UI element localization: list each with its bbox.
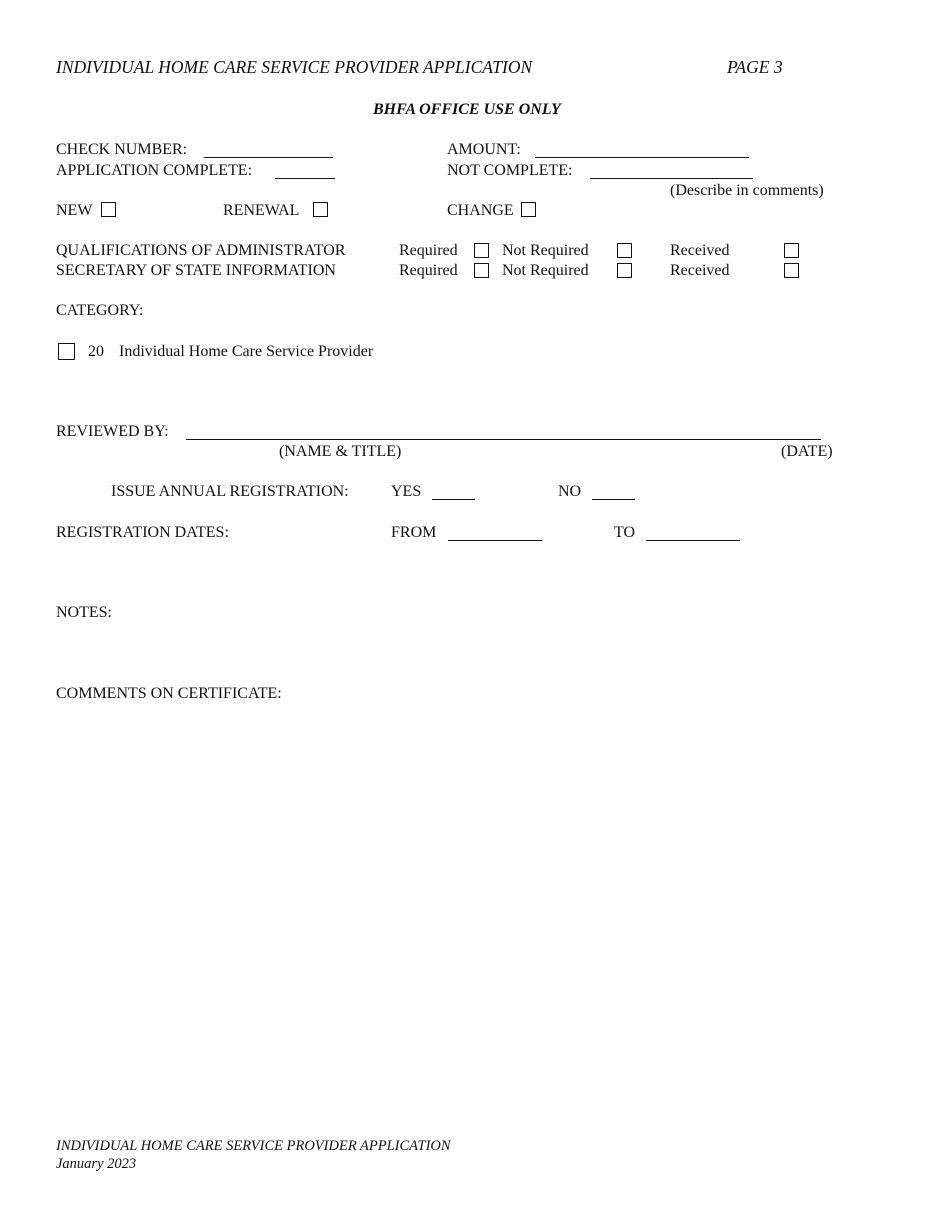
- describe-note: (Describe in comments): [670, 182, 824, 199]
- section-title: BHFA OFFICE USE ONLY: [373, 101, 561, 118]
- required-checkbox[interactable]: [474, 243, 489, 258]
- application-complete-field[interactable]: [275, 178, 335, 179]
- yes-label: YES: [391, 483, 422, 500]
- name-title-caption: (NAME & TITLE): [279, 443, 402, 460]
- renewal-checkbox[interactable]: [313, 202, 328, 217]
- footer-title: INDIVIDUAL HOME CARE SERVICE PROVIDER APPLICATION: [56, 1138, 451, 1154]
- reviewed-by-field[interactable]: [186, 439, 821, 440]
- registration-dates-label: REGISTRATION DATES:: [56, 524, 229, 541]
- notes-label: NOTES:: [56, 604, 112, 621]
- application-complete-label: APPLICATION COMPLETE:: [56, 162, 253, 179]
- not-complete-label: NOT COMPLETE:: [447, 162, 573, 179]
- requirement-label: SECRETARY OF STATE INFORMATION: [56, 262, 336, 279]
- category-number: 20: [88, 343, 104, 360]
- issue-registration-label: ISSUE ANNUAL REGISTRATION:: [111, 483, 349, 500]
- yes-field[interactable]: [432, 499, 475, 500]
- category-name: Individual Home Care Service Provider: [119, 343, 374, 360]
- reviewed-by-label: REVIEWED BY:: [56, 423, 169, 440]
- not-required-label: Not Required: [502, 262, 589, 279]
- to-label: TO: [614, 524, 636, 541]
- amount-field[interactable]: [535, 157, 749, 158]
- required-checkbox[interactable]: [474, 263, 489, 278]
- received-label: Received: [670, 242, 730, 259]
- not-required-label: Not Required: [502, 242, 589, 259]
- received-checkbox[interactable]: [784, 263, 799, 278]
- amount-label: AMOUNT:: [447, 141, 521, 158]
- required-label: Required: [399, 242, 458, 259]
- change-checkbox[interactable]: [521, 202, 536, 217]
- received-checkbox[interactable]: [784, 243, 799, 258]
- no-label: NO: [558, 483, 582, 500]
- check-number-field[interactable]: [204, 157, 333, 158]
- from-field[interactable]: [448, 540, 542, 541]
- not-required-checkbox[interactable]: [617, 263, 632, 278]
- change-label: CHANGE: [447, 202, 514, 219]
- category-label: CATEGORY:: [56, 302, 144, 319]
- check-number-label: CHECK NUMBER:: [56, 141, 188, 158]
- to-field[interactable]: [646, 540, 740, 541]
- page-number: PAGE 3: [727, 57, 783, 77]
- comments-label: COMMENTS ON CERTIFICATE:: [56, 685, 282, 702]
- renewal-label: RENEWAL: [223, 202, 300, 219]
- received-label: Received: [670, 262, 730, 279]
- no-field[interactable]: [592, 499, 635, 500]
- header-title: INDIVIDUAL HOME CARE SERVICE PROVIDER APPLICATION: [56, 57, 533, 77]
- category-checkbox[interactable]: [58, 343, 75, 360]
- new-checkbox[interactable]: [101, 202, 116, 217]
- date-caption: (DATE): [781, 443, 833, 460]
- new-label: NEW: [56, 202, 93, 219]
- required-label: Required: [399, 262, 458, 279]
- footer-date: January 2023: [56, 1156, 137, 1172]
- not-required-checkbox[interactable]: [617, 243, 632, 258]
- from-label: FROM: [391, 524, 437, 541]
- not-complete-field[interactable]: [590, 178, 753, 179]
- requirement-label: QUALIFICATIONS OF ADMINISTRATOR: [56, 242, 346, 259]
